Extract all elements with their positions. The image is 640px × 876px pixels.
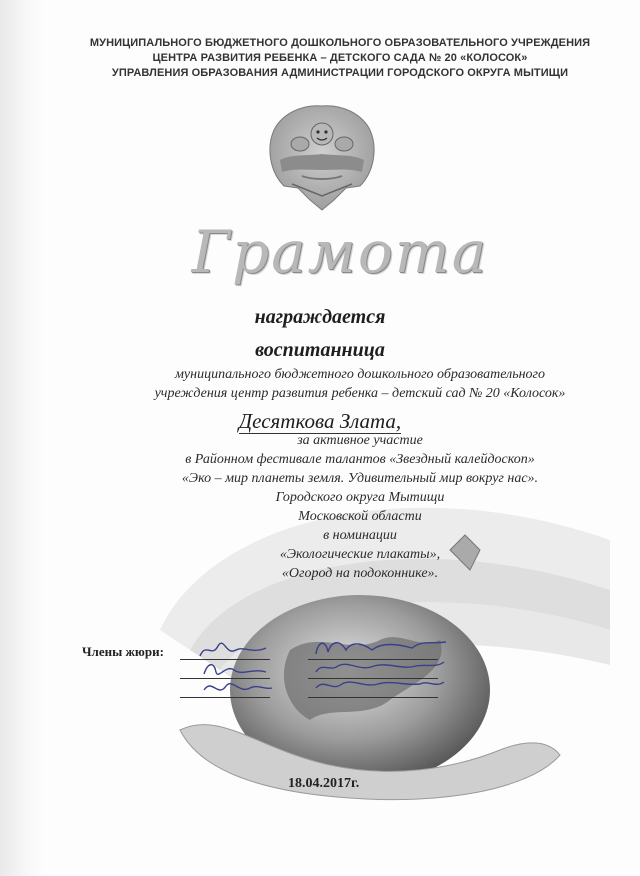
award-verb: награждается [254,306,386,328]
organization-header [60,36,620,81]
recipient-name-text: Десяткова Злата, [238,409,402,433]
jury-signature-3 [200,676,320,698]
reason-line-5: Московской области [298,509,422,524]
nomination-1: «Экологические плакаты», [279,547,441,562]
nomination-2: «Огород на подоконнике». [281,566,439,581]
issue-date: 18.04.2017г. [288,776,360,791]
header-line-1: МУНИЦИПАЛЬНОГО БЮДЖЕТНОГО ДОШКОЛЬНОГО ОБРАЗОВАТЕЛЬНОГО УЧРЕЖДЕНИЯ [89,37,591,49]
reason-line-4: Городского округа Мытищи [275,490,445,505]
reason-line-1: за активное участие [297,433,423,448]
certificate-title: Грамота [191,218,489,286]
kindergarten-emblem [262,100,382,215]
institution-line-2: учреждения центр развития ребенка – детский сад № 20 «Колосок» [154,386,566,401]
jury-signature-6 [312,674,452,696]
jury-signature-1 [196,638,316,660]
scan-shadow [0,0,44,876]
jury-signature-4 [312,636,452,658]
jury-label: Члены жюри: [82,644,164,659]
header-line-2: ЦЕНТРА РАЗВИТИЯ РЕБЕНКА – ДЕТСКОГО САДА № 20 «КОЛОСОК» [152,52,528,64]
award-noun: воспитанница [255,339,385,361]
institution-line-1: муниципального бюджетного дошкольного образовательного [174,367,546,382]
reason-line-2: в Районном фестивале талантов «Звездный калейдоскоп» [185,452,535,467]
reason-line-6: в номинации [323,528,397,543]
recipient-name [0,409,640,434]
reason-line-3: «Эко – мир планеты земля. Удивительный мир вокруг нас». [181,471,539,486]
header-line-3: УПРАВЛЕНИЯ ОБРАЗОВАНИЯ АДМИНИСТРАЦИИ ГОРОДСКОГО ОКРУГА МЫТИЩИ [111,67,569,79]
signature-line [308,697,438,698]
